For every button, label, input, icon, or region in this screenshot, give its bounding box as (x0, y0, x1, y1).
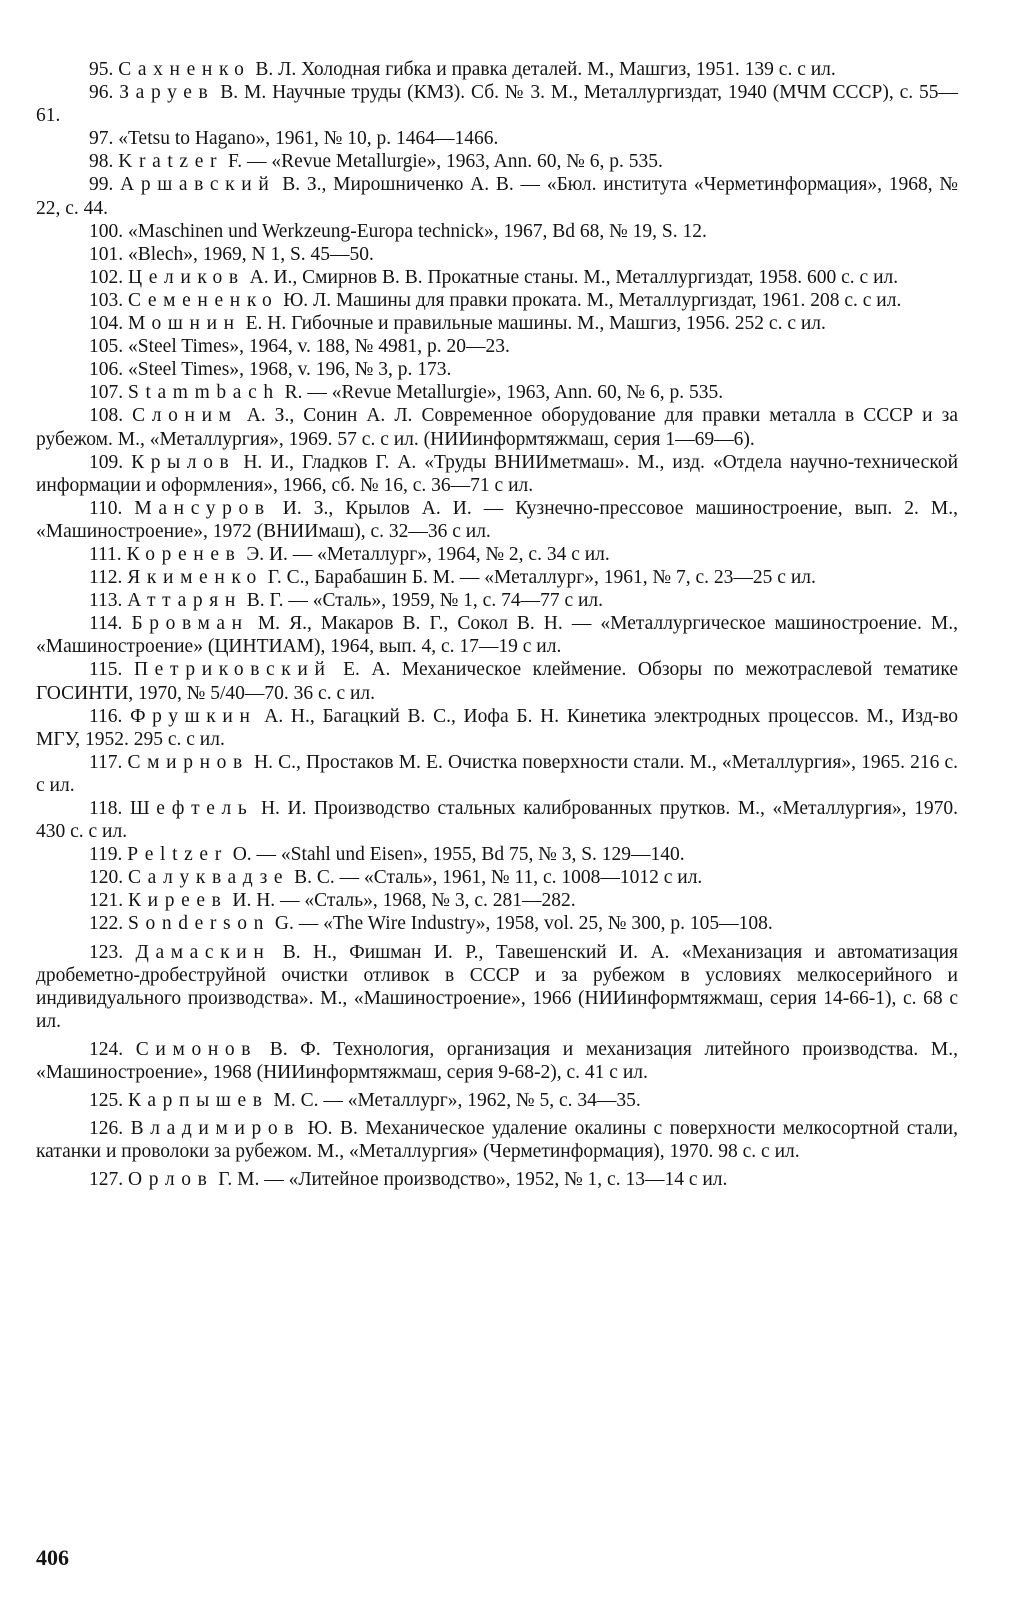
reference-author: Бровман (131, 613, 249, 635)
reference-author: Фрушкин (130, 705, 257, 727)
reference-number: 106. (89, 359, 124, 381)
reference-entry (36, 451, 958, 497)
reference-number: 127. (89, 1169, 124, 1191)
reference-entry (36, 1089, 958, 1112)
reference-author: Сахненко (118, 59, 251, 80)
reference-entry (36, 843, 958, 866)
reference-author: Орлов (128, 1169, 214, 1191)
reference-author: Карпышев (128, 1090, 269, 1112)
reference-number: 120. (89, 867, 124, 889)
reference-entry (36, 1168, 958, 1191)
reference-author: Салуквадзе (128, 867, 290, 889)
reference-text: В. Г. — «Сталь», 1959, № 1, с. 74—77 с ил. (241, 590, 604, 612)
reference-entry (36, 220, 958, 243)
reference-list (36, 58, 958, 1192)
reference-entry (36, 289, 958, 312)
reference-text: В. С. — «Сталь», 1961, № 11, с. 1008—1012 с ил. (289, 867, 703, 889)
reference-author: Мансуров (134, 497, 271, 519)
reference-number: 119. (89, 844, 123, 866)
reference-number: 113. (89, 590, 123, 612)
reference-entry (36, 1038, 958, 1084)
reference-number: 116. (89, 705, 123, 727)
reference-number: 107. (89, 382, 124, 404)
reference-author: Аттарян (127, 590, 242, 612)
reference-text: «Maschinen und Werkzeung-Europa technick», 1967, Bd 68, № 19, S. 12. (123, 220, 707, 242)
reference-entry (36, 612, 958, 658)
reference-text: А. И., Смирнов В. В. Прокатные станы. М., Металлургиздат, 1958. 600 с. с ил. (244, 266, 899, 288)
reference-number: 112. (89, 567, 123, 589)
reference-author: Дамаскин (135, 941, 271, 963)
page-number: 406 (36, 1545, 69, 1570)
reference-author: Мошнин (128, 313, 241, 335)
reference-text: Е. А. Механическое клеймение. Обзоры по межотраслевой тематике ГОСИНТИ, 1970, № 5/40—70. 36 с. с ил. (36, 659, 958, 704)
reference-entry (36, 751, 958, 797)
reference-author: Целиков (128, 266, 245, 288)
reference-text: В. М. Научные труды (КМЗ). Сб. № 3. М., Металлургиздат, 1940 (МЧМ СССР), с. 55—61. (36, 82, 959, 127)
reference-text: Ю. В. Механическое удаление окалины с поверхности мелкосортной стали, катанки и проволоки за рубежом. М., «Металлургия» (Черметинформация), 1970. 98 с. с ил. (36, 1118, 958, 1163)
reference-text: А. З., Сонин А. Л. Современное оборудование для правки металла в СССР и за рубежом. М., «Металлургия», 1969. 57 с. с ил. (НИИинформтяжмаш, серия 1—69—6). (36, 405, 959, 450)
reference-number: 115. (89, 659, 123, 681)
reference-author: Семененко (128, 289, 279, 311)
reference-number: 111. (89, 543, 122, 565)
reference-text: В. Л. Холодная гибка и правка деталей. М., Машгиз, 1951. 139 с. с ил. (250, 59, 836, 80)
reference-number: 108. (89, 405, 124, 427)
reference-entry (36, 127, 958, 150)
reference-text: Э. И. — «Металлург», 1964, № 2, с. 34 с ил. (241, 543, 610, 565)
reference-number: 97. (89, 128, 114, 150)
reference-author: Коренев (126, 543, 242, 565)
reference-text: R. — «Revue Metallurgie», 1963, Ann. 60, № 6, p. 535. (279, 382, 724, 404)
reference-number: 101. (89, 243, 124, 265)
reference-number: 98. (89, 151, 114, 173)
reference-text: Ю. Л. Машины для правки проката. М., Металлургиздат, 1961. 208 с. с ил. (278, 289, 902, 311)
reference-author: Шефтель (129, 798, 254, 819)
reference-text: И. Н. — «Сталь», 1968, № 3, с. 281—282. (227, 890, 576, 912)
reference-entry (36, 335, 958, 358)
reference-entry (36, 705, 958, 751)
reference-entry (36, 81, 958, 127)
reference-text: Е. Н. Гибочные и правильные машины. М., Машгиз, 1956. 252 с. с ил. (240, 313, 826, 335)
reference-author: Peltzer (127, 844, 228, 866)
reference-number: 105. (89, 336, 124, 358)
reference-entry (36, 266, 958, 289)
reference-author: Крылов (131, 451, 236, 473)
reference-entry (36, 566, 958, 589)
reference-number: 100. (89, 220, 124, 242)
reference-number: 109. (89, 451, 124, 473)
reference-author: Слоним (132, 405, 238, 427)
reference-number: 114. (89, 613, 123, 635)
reference-number: 123. (89, 941, 124, 963)
reference-entry (36, 150, 958, 173)
reference-text: В. З., Мирошниченко А. В. — «Бюл. института «Черметинформация», 1968, № 22, с. 44. (36, 174, 959, 219)
reference-number: 110. (89, 497, 123, 519)
reference-entry (36, 404, 958, 450)
reference-text: Г. М. — «Литейное производство», 1952, № 1, с. 13—14 с ил. (213, 1169, 728, 1191)
reference-author: Смирнов (127, 751, 249, 773)
reference-number: 126. (89, 1118, 124, 1140)
reference-entry (36, 589, 958, 612)
reference-entry (36, 358, 958, 381)
reference-entry (36, 941, 958, 1033)
reference-text: И. З., Крылов А. И. — Кузнечно-прессовое машиностроение, вып. 2. М., «Машиностроение», 1972 (ВНИИмаш), с. 32—36 с ил. (36, 497, 959, 542)
reference-number: 124. (89, 1038, 124, 1060)
reference-text: «Blech», 1969, N 1, S. 45—50. (123, 243, 374, 265)
reference-number: 121. (89, 890, 124, 912)
reference-text: В. Н., Фишман И. Р., Тавешенский И. А. «Механизация и автоматизация дробеметно-дробеструйной очистки отливок в СССР и за рубежом в условиях мелкосерийного и индивидуального производства». М., «Машиностроение», 1966 (НИИинформтяжмаш, серия 14-66-1), с. 68 с ил. (36, 941, 959, 1032)
reference-author: Владимиров (130, 1118, 301, 1140)
reference-author: Kratzer (118, 151, 224, 173)
reference-author: Аршавский (120, 174, 276, 196)
reference-number: 117. (89, 751, 123, 773)
reference-author: Заруев (119, 82, 215, 104)
reference-entry (36, 797, 958, 843)
reference-text: Н. С., Простаков М. Е. Очистка поверхности стали. М., «Металлургия», 1965. 216 с. с ил. (36, 751, 959, 796)
reference-text: М. Я., Макаров В. Г., Сокол В. Н. — «Металлургическое машиностроение. М., «Машиностроение» (ЦИНТИАМ), 1964, вып. 4, с. 17—19 с ил. (36, 613, 958, 658)
reference-text: «Tetsu to Hagano», 1961, № 10, p. 1464—1466. (113, 128, 499, 150)
reference-entry (36, 912, 958, 935)
reference-entry (36, 1117, 958, 1163)
reference-author: Петриковский (133, 659, 332, 681)
reference-text: F. — «Revue Metallurgie», 1963, Ann. 60, № 6, p. 535. (223, 151, 663, 173)
reference-text: Н. И., Гладков Г. А. «Труды ВНИИметмаш». М., изд. «Отдела научно-технической информации и оформления», 1966, сб. № 16, с. 36—71 с ил. (36, 451, 959, 496)
reference-entry (36, 381, 958, 404)
reference-text: «Steel Times», 1968, v. 196, № 3, p. 173. (123, 359, 452, 381)
reference-author: Stammbach (128, 382, 280, 404)
reference-number: 125. (89, 1090, 124, 1112)
reference-number: 95. (89, 59, 114, 80)
reference-number: 103. (89, 289, 124, 311)
reference-number: 122. (89, 913, 124, 935)
reference-number: 96. (89, 82, 114, 104)
reference-entry (36, 312, 958, 335)
reference-text: М. С. — «Металлург», 1962, № 5, с. 34—35. (268, 1090, 641, 1112)
reference-entry (36, 543, 958, 566)
reference-text: O. — «Stahl und Eisen», 1955, Bd 75, № 3, S. 129—140. (227, 844, 685, 866)
reference-entry (36, 889, 958, 912)
reference-entry (36, 58, 958, 81)
reference-number: 99. (89, 174, 114, 196)
reference-text: А. Н., Багацкий В. С., Иофа Б. Н. Кинетика электродных процессов. М., Изд-во МГУ, 1952. 295 с. с ил. (36, 705, 958, 750)
reference-text: Г. С., Барабашин Б. М. — «Металлург», 1961, № 7, с. 23—25 с ил. (262, 567, 816, 589)
reference-number: 118. (89, 798, 123, 819)
reference-author: Киреев (128, 890, 228, 912)
reference-entry (36, 866, 958, 889)
reference-entry (36, 497, 958, 543)
reference-entry (36, 173, 958, 219)
reference-text: Н. И. Производство стальных калиброванных прутков. М., «Металлургия», 1970. 430 с. с ил. (36, 798, 959, 843)
reference-text: «Steel Times», 1964, v. 188, № 4981, p. 20—23. (123, 336, 510, 358)
reference-number: 102. (89, 266, 124, 288)
reference-author: Якименко (127, 567, 263, 589)
reference-entry (36, 658, 958, 704)
reference-number: 104. (89, 313, 124, 335)
reference-entry (36, 243, 958, 266)
reference-author: Sonderson (128, 913, 271, 935)
reference-text: G. — «The Wire Industry», 1958, vol. 25, № 300, p. 105—108. (270, 913, 773, 935)
reference-text: В. Ф. Технология, организация и механизация литейного производства. М., «Машиностроение», 1968 (НИИинформтяжмаш, серия 9-68-2), с. 41 с ил. (36, 1038, 958, 1084)
reference-author: Симонов (135, 1038, 258, 1060)
